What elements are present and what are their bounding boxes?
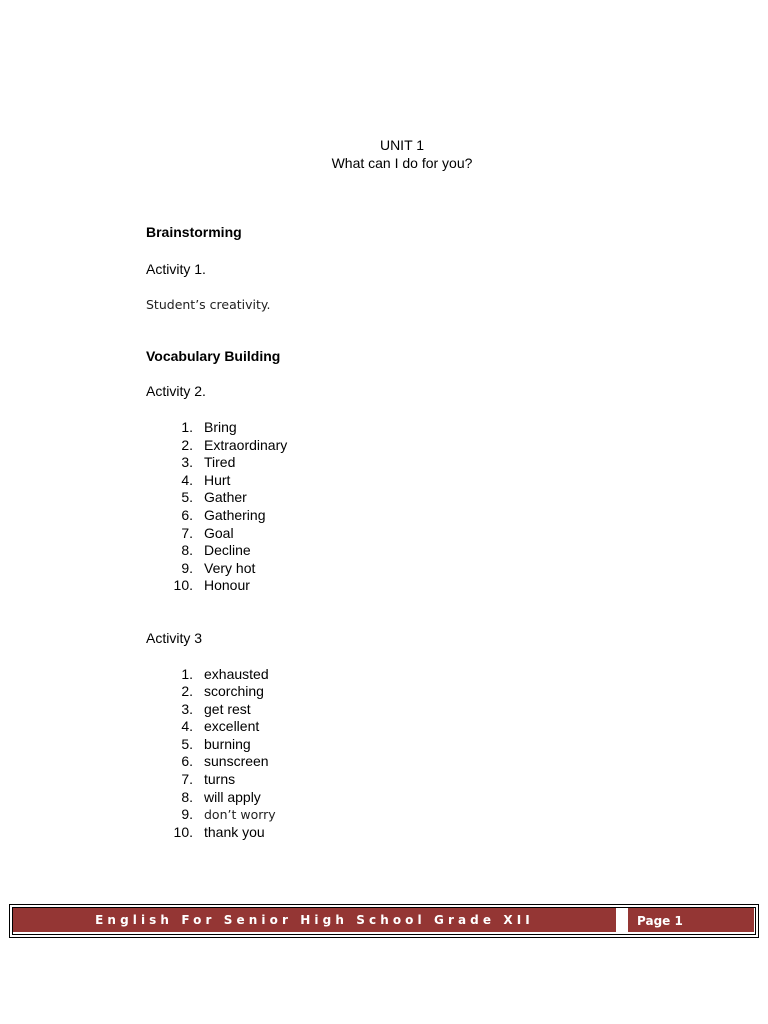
list-item — [146, 542, 706, 560]
list-item-text: Hurt — [204, 471, 231, 488]
list-item-number: 4. — [181, 718, 193, 735]
list-item-text: scorching — [204, 683, 264, 700]
list-item-text: Very hot — [204, 559, 256, 576]
list-item-text: burning — [204, 735, 251, 752]
list-item-text: will apply — [204, 788, 261, 805]
list-item-text: exhausted — [204, 665, 269, 682]
page-content — [146, 224, 706, 841]
activity-3-label: Activity 3 — [146, 629, 203, 646]
list-item — [146, 560, 706, 578]
list-item-number: 9. — [181, 806, 193, 823]
list-item-number: 1. — [181, 418, 193, 435]
list-item — [146, 753, 706, 771]
list-item-number: 10. — [173, 823, 193, 840]
list-item — [146, 472, 706, 490]
list-item-text: thank you — [204, 823, 265, 840]
activity-2-label: Activity 2. — [146, 383, 206, 400]
footer-title-band — [13, 908, 616, 932]
list-item-number: 6. — [181, 753, 193, 770]
list-item-text: Bring — [204, 418, 237, 435]
activity-3-list — [146, 666, 706, 842]
list-item-number: 1. — [181, 665, 193, 682]
list-item — [146, 666, 706, 684]
list-item-number: 6. — [181, 506, 193, 523]
list-item-text: Tired — [204, 454, 236, 471]
list-item-text: Honour — [204, 577, 250, 594]
list-item — [146, 701, 706, 719]
list-item — [146, 824, 706, 842]
list-item-text: Goal — [204, 524, 234, 541]
list-item — [146, 525, 706, 543]
vocabulary-heading: Vocabulary Building — [146, 347, 281, 364]
activity-2-list — [146, 419, 706, 595]
footer-book-title: English For Senior High School Grade XII — [95, 913, 534, 927]
activity-1-answer: Student’s creativity. — [146, 297, 271, 313]
list-item — [146, 789, 706, 807]
list-item — [146, 577, 706, 595]
unit-header — [0, 136, 768, 172]
list-item — [146, 718, 706, 736]
list-item-number: 3. — [181, 700, 193, 717]
list-item — [146, 771, 706, 789]
list-item-text: don’t worry — [204, 807, 276, 823]
footer-page-band — [628, 908, 754, 932]
list-item-text: get rest — [204, 700, 251, 717]
footer-separator — [618, 908, 626, 932]
list-item — [146, 806, 706, 824]
list-item-number: 8. — [181, 788, 193, 805]
unit-title: What can I do for you? — [331, 155, 473, 171]
list-item-number: 7. — [181, 771, 193, 788]
list-item-text: excellent — [204, 718, 260, 735]
list-item — [146, 489, 706, 507]
list-item-number: 7. — [181, 524, 193, 541]
list-item-number: 2. — [181, 436, 193, 453]
list-item-number: 5. — [181, 735, 193, 752]
list-item-number: 8. — [181, 542, 193, 559]
list-item-text: Extraordinary — [204, 436, 288, 453]
list-item-text: Gathering — [204, 506, 266, 523]
list-item-text: sunscreen — [204, 753, 269, 770]
list-item — [146, 419, 706, 437]
list-item — [146, 507, 706, 525]
activity-1-label: Activity 1. — [146, 260, 206, 277]
page-number: Page 1 — [637, 914, 683, 928]
list-item-number: 3. — [181, 454, 193, 471]
list-item — [146, 683, 706, 701]
list-item — [146, 437, 706, 455]
list-item-text: Decline — [204, 542, 251, 559]
list-item-number: 9. — [181, 559, 193, 576]
list-item-text: Gather — [204, 489, 247, 506]
list-item-number: 2. — [181, 683, 193, 700]
list-item-number: 4. — [181, 471, 193, 488]
list-item-number: 5. — [181, 489, 193, 506]
brainstorming-heading: Brainstorming — [146, 224, 242, 240]
page-footer — [9, 904, 759, 938]
list-item-text: turns — [204, 771, 236, 788]
list-item — [146, 736, 706, 754]
list-item-number: 10. — [173, 577, 193, 594]
unit-number: UNIT 1 — [379, 137, 425, 153]
list-item — [146, 454, 706, 472]
